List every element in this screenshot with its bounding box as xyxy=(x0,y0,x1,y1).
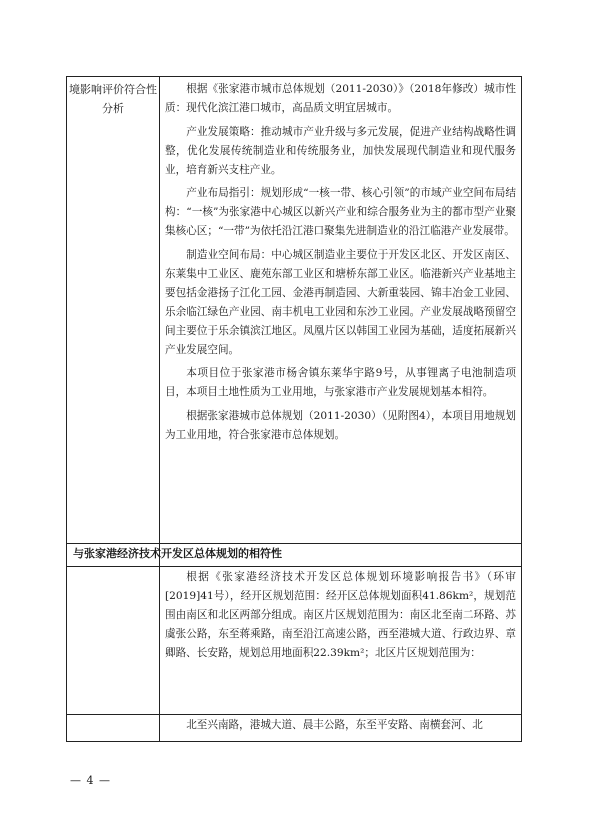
paragraph-master-plan: 根据张家港城市总体规划（2011-2030）（见附图4），本项目用地规划为工业用地，符合张家港市总体规划。 xyxy=(165,409,516,441)
section-content xyxy=(165,568,516,668)
paragraph-north-zone: 北至兴南路，港城大道、晨丰公路，东至平安路、南横套河、北 xyxy=(186,719,483,731)
last-row-content xyxy=(165,716,516,735)
content-cell xyxy=(165,80,516,449)
paragraph-industry-strategy: 产业发展策略：推动城市产业升级与多元发展，促进产业结构战略性调整，优化发展传统制造业和传统服务业，加快发展现代制造业和现代服务业，培育新兴支柱产业。 xyxy=(165,125,516,176)
paragraph-industry-layout: 产业布局指引：规划形成“一核一带、核心引领”的市域产业空间布局结构：“一核”为张家港中心城区以新兴产业和综合服务业为主的都市型产业聚集核心区；“一带”为依托沿江港口聚集先进制造业的沿江临港产业发展带。 xyxy=(165,187,516,237)
last-row-divider xyxy=(67,714,521,715)
row-label: 境影响评价符合性分析 xyxy=(69,83,157,115)
column-divider xyxy=(159,77,160,741)
section-divider-bottom xyxy=(67,566,521,567)
paragraph-project-location: 本项目位于张家港市杨舍镇东莱华宇路9号，从事锂离子电池制造项目，本项目土地性质为工业用地，与张家港市产业发展规划基本相符。 xyxy=(165,367,516,398)
section-heading: 与张家港经济技术开发区总体规划的相符性 xyxy=(73,547,282,560)
page-number: — 4 — xyxy=(70,774,111,787)
paragraph-development-zone: 根据《张家港经济技术开发区总体规划环境影响报告书》（环审[2019]41号），经开区规划范围：经开区总体规划面积41.86km²，规划范围由南区和北区两部分组成。南区片区规划范围为：南区北至南二环路、苏虞张公路，东至蒋乘路，南至沿江高速公路，西至港城大道、行政边界、章卿路、长安路，规划总用地面积22.39km²；北区片区规划范围为： xyxy=(165,571,516,659)
paragraph-city-nature: 根据《张家港市城市总体规划（2011-2030）》（2018年修改）城市性质：现代化滨江港口城市，高品质文明宜居城市。 xyxy=(165,83,516,114)
paragraph-manufacturing-layout: 制造业空间布局：中心城区制造业主要位于开发区北区、开发区南区、东莱集中工业区、鹿苑东部工业区和塘桥东部工业区。临港新兴产业基地主要包括金港扬子江化工园、金港再制造园、大新重装园、锦丰冶金工业园、乐余临江绿色产业园、南丰机电工业园和东沙工业园。产业发展战略预留空间主要位于乐余镇滨江地区。凤凰片区以韩国工业园为基础，适度拓展新兴产业发展空间。 xyxy=(165,248,516,356)
assessment-table xyxy=(66,76,522,742)
